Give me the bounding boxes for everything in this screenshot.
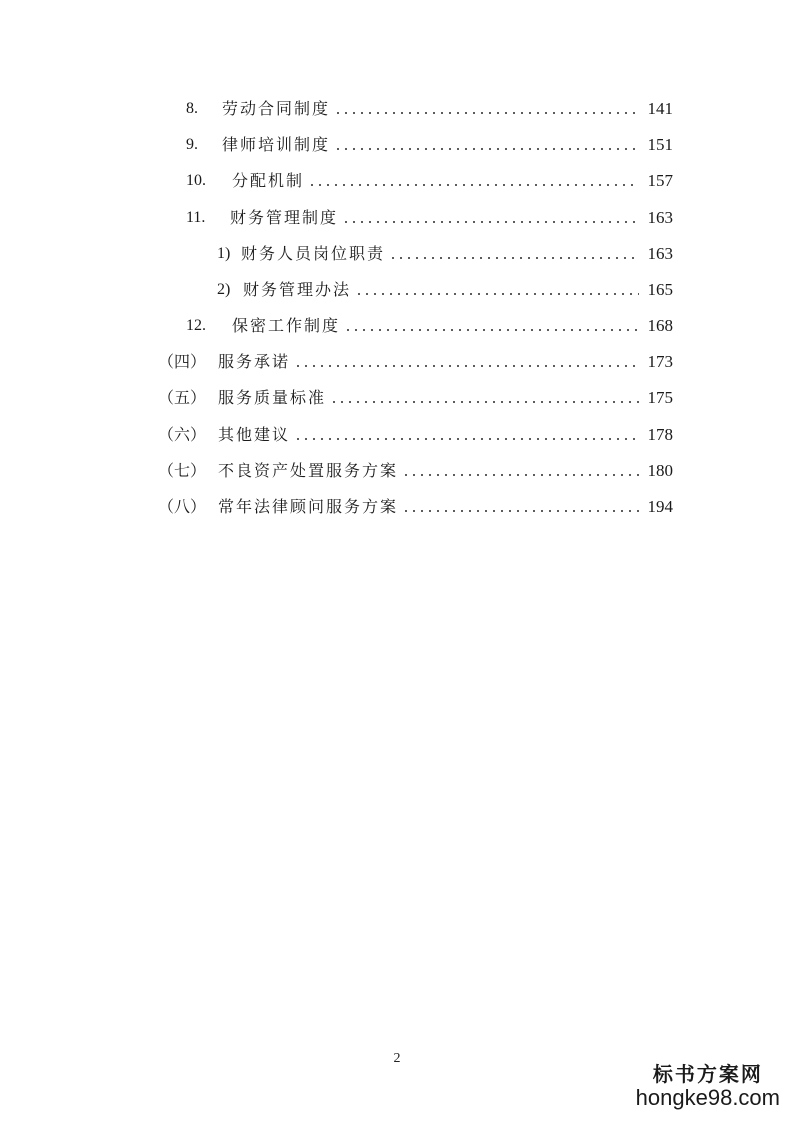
toc-entry-title: 保密工作制度 (232, 316, 341, 335)
toc-entry-title: 财务人员岗位职责 (241, 244, 386, 263)
dot-leader (389, 257, 639, 259)
toc-entry-number: （八） (158, 497, 207, 516)
dot-leader (355, 293, 639, 295)
toc-entry-page: 168 (647, 316, 673, 335)
watermark-name: 标书方案网 (652, 1062, 763, 1086)
toc-entry[interactable] (186, 169, 673, 193)
toc-entry[interactable] (186, 314, 673, 338)
dot-leader (334, 148, 639, 150)
toc-entry-number: 9. (186, 136, 198, 153)
toc-entry-title: 不良资产处置服务方案 (218, 461, 399, 480)
toc-entry[interactable] (158, 495, 673, 519)
toc-entry[interactable] (186, 206, 673, 230)
toc-entry-page: 141 (647, 99, 673, 118)
toc-entry-page: 194 (647, 497, 673, 516)
toc-entry-page: 175 (647, 388, 673, 407)
toc-entry-title: 劳动合同制度 (222, 99, 331, 118)
toc-entry-title: 常年法律顾问服务方案 (218, 497, 399, 516)
toc-entry-title: 服务承诺 (218, 352, 291, 371)
dot-leader (402, 474, 639, 476)
toc-entry-number: （七） (158, 461, 207, 480)
toc-entry-page: 178 (647, 425, 673, 444)
dot-leader (342, 221, 639, 223)
toc-entry-page: 173 (647, 352, 673, 371)
toc-entry[interactable] (158, 386, 673, 410)
dot-leader (294, 365, 639, 367)
toc-entry-number: 10. (186, 172, 206, 189)
toc-entry[interactable] (217, 278, 673, 302)
toc-entry-title: 财务管理制度 (230, 208, 339, 227)
toc-entry-number: 8. (186, 100, 198, 117)
toc-entry-number: 12. (186, 317, 206, 334)
footer-page-number: 2 (393, 1051, 401, 1066)
toc-entry-number: 1) (217, 245, 231, 262)
toc-entry-title: 财务管理办法 (243, 280, 352, 299)
dot-leader (344, 329, 639, 331)
dot-leader (334, 112, 639, 114)
toc-entry-number: 11. (186, 209, 206, 226)
toc-entry-page: 157 (647, 171, 673, 190)
dot-leader (294, 438, 639, 440)
toc-entry-page: 163 (647, 208, 673, 227)
toc-entry-page: 163 (647, 244, 673, 263)
toc-entry[interactable] (158, 350, 673, 374)
toc-entry-number: 2) (217, 281, 231, 298)
toc-entry-page: 180 (647, 461, 673, 480)
toc-entry-title: 分配机制 (232, 171, 305, 190)
toc-entry-title: 其他建议 (218, 425, 291, 444)
site-watermark (636, 1062, 780, 1110)
toc-entry-number: （四） (158, 352, 207, 371)
toc-entry-title: 律师培训制度 (222, 135, 331, 154)
toc-entry[interactable] (186, 97, 673, 121)
toc-entry[interactable] (158, 423, 673, 447)
toc-entry[interactable] (158, 459, 673, 483)
toc-entry[interactable] (186, 133, 673, 157)
toc-entry-page: 165 (647, 280, 673, 299)
toc-entry-title: 服务质量标准 (218, 388, 327, 407)
dot-leader (402, 510, 639, 512)
toc-entry-number: （六） (158, 425, 207, 444)
toc-entry[interactable] (217, 242, 673, 266)
watermark-url: hongke98.com (635, 1085, 780, 1110)
toc-entry-page: 151 (647, 135, 673, 154)
toc-entry-number: （五） (158, 388, 207, 407)
dot-leader (330, 401, 639, 403)
dot-leader (308, 184, 639, 186)
